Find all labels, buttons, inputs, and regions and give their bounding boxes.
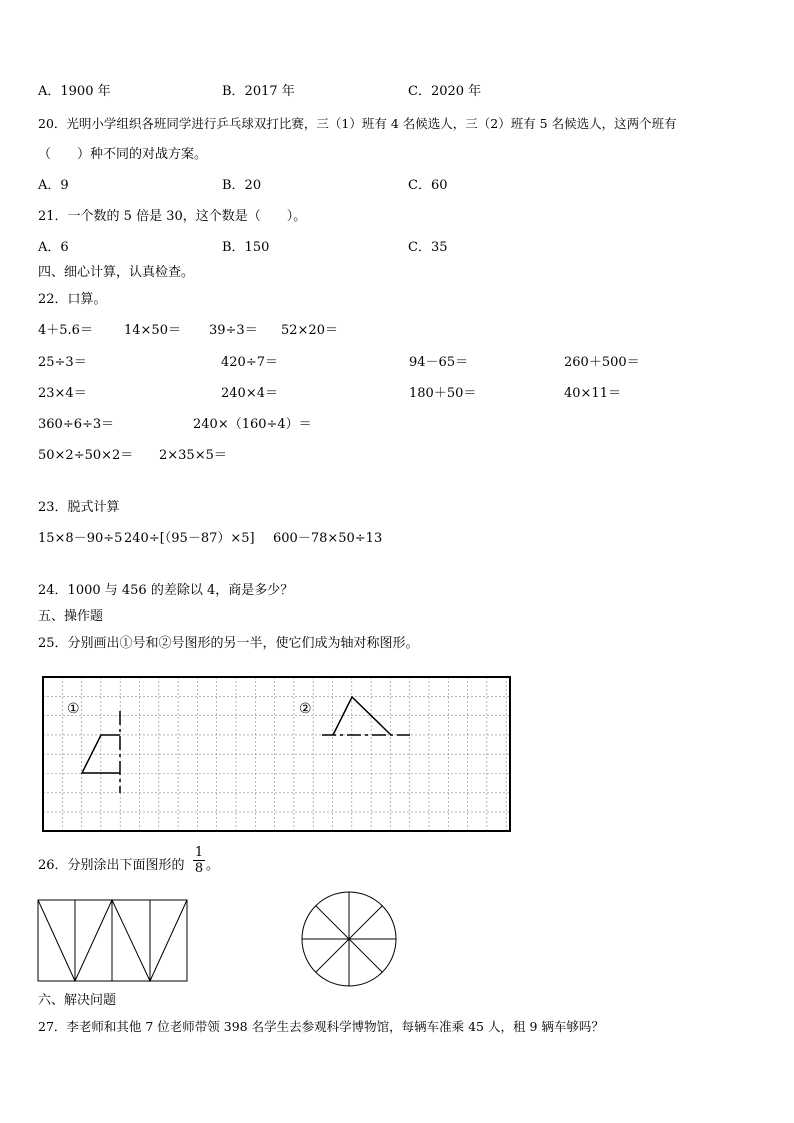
q22-r4-c2: 240×（160÷4）＝ — [193, 417, 312, 432]
q27-question: 27．李老师和其他 7 位老师带领 398 名学生去参观科学博物馆，每辆车准乘 45 人，租 9 辆车够吗？ — [38, 1019, 604, 1034]
q20-question-line2: （ ）种不同的对战方案。 — [38, 147, 208, 162]
q22-r2-c4: 260＋500＝ — [564, 355, 640, 370]
q21-option-b: B．150 — [222, 240, 270, 255]
q22-title: 22．口算。 — [38, 292, 107, 307]
rectangle-figure — [38, 900, 187, 981]
section-5-heading: 五、操作题 — [38, 609, 104, 624]
q22-r1-c2: 14×50＝ — [124, 323, 181, 338]
q19-option-c: C．2020 年 — [408, 84, 482, 99]
q20-option-c: C．60 — [408, 178, 448, 193]
q21-option-c: C．35 — [408, 240, 448, 255]
section-4-heading: 四、细心计算，认真检查。 — [38, 265, 195, 280]
q23-expr-1: 15×8－90÷5 — [38, 531, 123, 546]
q22-r3-c3: 180＋50＝ — [409, 386, 477, 401]
q22-r1-c3: 39÷3＝ — [209, 323, 258, 338]
q24-question: 24．1000 与 456 的差除以 4，商是多少？ — [38, 583, 294, 598]
q26-question: 26．分别涂出下面图形的 — [38, 858, 185, 873]
q20-option-a: A．9 — [38, 178, 69, 193]
circle-figure — [302, 892, 396, 986]
q23-title: 23．脱式计算 — [38, 500, 120, 515]
q22-r3-c4: 40×11＝ — [564, 386, 621, 401]
q22-r2-c2: 420÷7＝ — [221, 355, 278, 370]
fraction-denominator: 8 — [194, 861, 204, 876]
figure-2-label: ② — [299, 701, 312, 717]
q20-question-line1: 20．光明小学组织各班同学进行乒乓球双打比赛，三（1）班有 4 名候选人，三（2）班有 5 名候选人，这两个班有 — [38, 116, 677, 131]
fraction-numerator: 1 — [194, 845, 204, 860]
q23-expr-2: 240÷[（95－87）×5] — [124, 531, 255, 546]
q22-r5-c1: 50×2÷50×2＝ — [38, 448, 134, 463]
q22-r4-c1: 360÷6÷3＝ — [38, 417, 115, 432]
q19-option-b: B．2017 年 — [222, 84, 295, 99]
figure-1-label: ① — [67, 701, 80, 717]
q22-r1-c1: 4＋5.6＝ — [38, 323, 93, 338]
q22-r1-c4: 52×20＝ — [281, 323, 338, 338]
q25-question: 25．分别画出①号和②号图形的另一半，使它们成为轴对称图形。 — [38, 636, 419, 651]
q21-option-a: A．6 — [38, 240, 69, 255]
q21-question: 21．一个数的 5 倍是 30，这个数是（ ）。 — [38, 209, 307, 224]
q22-r2-c3: 94－65＝ — [409, 355, 469, 370]
q22-r2-c1: 25÷3＝ — [38, 355, 87, 370]
q26-tail: 。 — [206, 858, 220, 873]
q22-r5-c2: 2×35×5＝ — [159, 448, 227, 463]
q22-r3-c2: 240×4＝ — [221, 386, 278, 401]
q22-r3-c1: 23×4＝ — [38, 386, 87, 401]
q20-option-b: B．20 — [222, 178, 262, 193]
section-6-heading: 六、解决问题 — [38, 993, 117, 1008]
q19-option-a: A．1900 年 — [38, 84, 111, 99]
q23-expr-3: 600－78×50÷13 — [273, 531, 383, 546]
